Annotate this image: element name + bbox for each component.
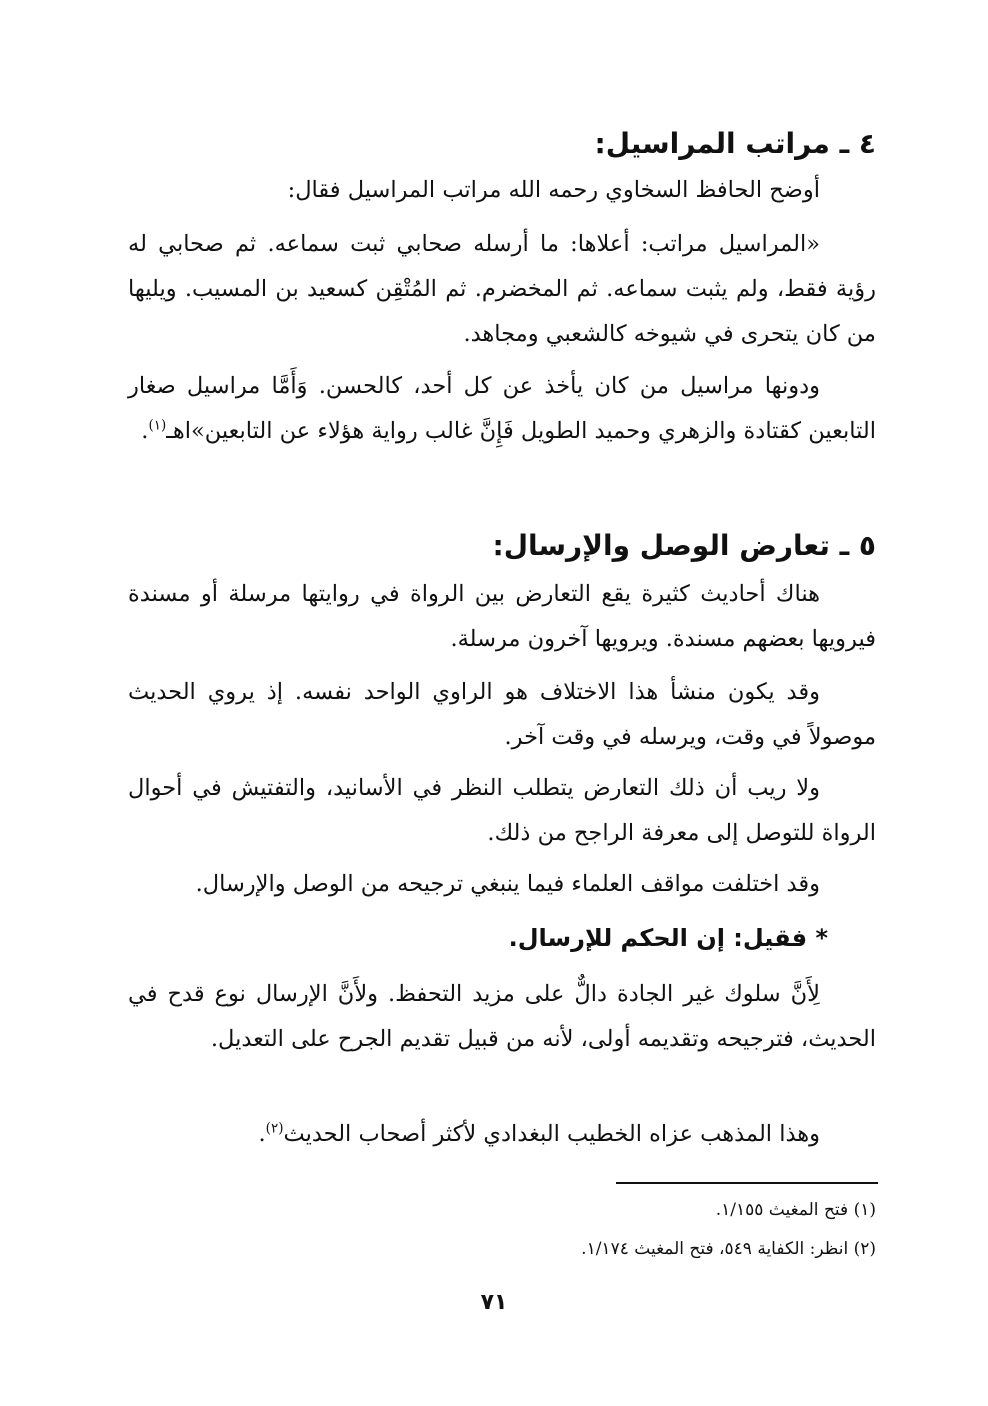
paragraph-sakhawi-intro: أوضح الحافظ السخاوي رحمه الله مراتب المراسيل فقال: — [287, 177, 820, 203]
paragraph-quote-ranks: «المراسيل مراتب: أعلاها: ما أرسله صحابي ثبت سماعه. ثم صحابي له رؤية فقط، ولم يثبت سماعه. ثم المخضرم. ثم المُتْقِن كسعيد بن المسيب. ويليها من كان يتحرى في شيوخه كالشعبي ومجاهد. — [128, 231, 876, 347]
footnote-2: (٢) انظر: الكفاية ٥٤٩، فتح المغيث ١/١٧٤. — [581, 1239, 876, 1259]
quote-end: . — [141, 418, 149, 444]
paragraph-scholars-differ: وقد اختلفت مواقف العلماء فيما ينبغي ترجيحه من الوصل والإرسال. — [195, 871, 820, 897]
attribution-end: . — [258, 1121, 266, 1147]
section-heading-marasil-ranks: ٤ ـ مراتب المراسيل: — [594, 127, 876, 160]
footnote-ref-1: (١) — [148, 417, 167, 434]
opinion-heading-irsal: * فقيل: إن الحكم للإرسال. — [508, 924, 828, 952]
footnote-divider — [616, 1182, 878, 1184]
page-number: ٧١ — [480, 1290, 508, 1315]
footnote-1: (١) فتح المغيث ١/١٥٥. — [715, 1200, 876, 1220]
paragraph-examination: ولا ريب أن ذلك التعارض يتطلب النظر في الأسانيد، والتفتيش في أحوال الرواة للتوصل إلى معرفة الراجح من ذلك. — [128, 775, 876, 846]
paragraph-same-narrator: وقد يكون منشأ هذا الاختلاف هو الراوي الواحد نفسه. إذ يروي الحديث موصولاً في وقت، ويرسله في وقت آخر. — [128, 679, 876, 750]
footnote-ref-2: (٢) — [265, 1120, 284, 1137]
section-heading-wasl-irsal: ٥ ـ تعارض الوصل والإرسال: — [492, 529, 876, 562]
paragraph-khatib-attribution — [128, 1112, 876, 1157]
paragraph-quote-lower-ranks — [128, 364, 876, 454]
quote-text: ودونها مراسيل من كان يأخذ عن كل أحد، كالحسن. وَأَمَّا مراسيل صغار التابعين كقتادة والزهري وحميد الطويل فَإِنَّ غالب رواية هؤلاء عن التابعين»اهـ — [128, 373, 876, 444]
paragraph-conflict-intro: هناك أحاديث كثيرة يقع التعارض بين الرواة في روايتها مرسلة أو مسندة فيرويها بعضهم مسندة. ويرويها آخرون مرسلة. — [128, 581, 876, 652]
paragraph-irsal-reason: لِأَنَّ سلوك غير الجادة دالٌّ على مزيد التحفظ. ولأَنَّ الإرسال نوع قدح في الحديث، فترجيحه وتقديمه أولى، لأنه من قبيل تقديم الجرح على التعديل. — [128, 981, 876, 1052]
attribution-text: وهذا المذهب عزاه الخطيب البغدادي لأكثر أصحاب الحديث — [283, 1121, 820, 1147]
